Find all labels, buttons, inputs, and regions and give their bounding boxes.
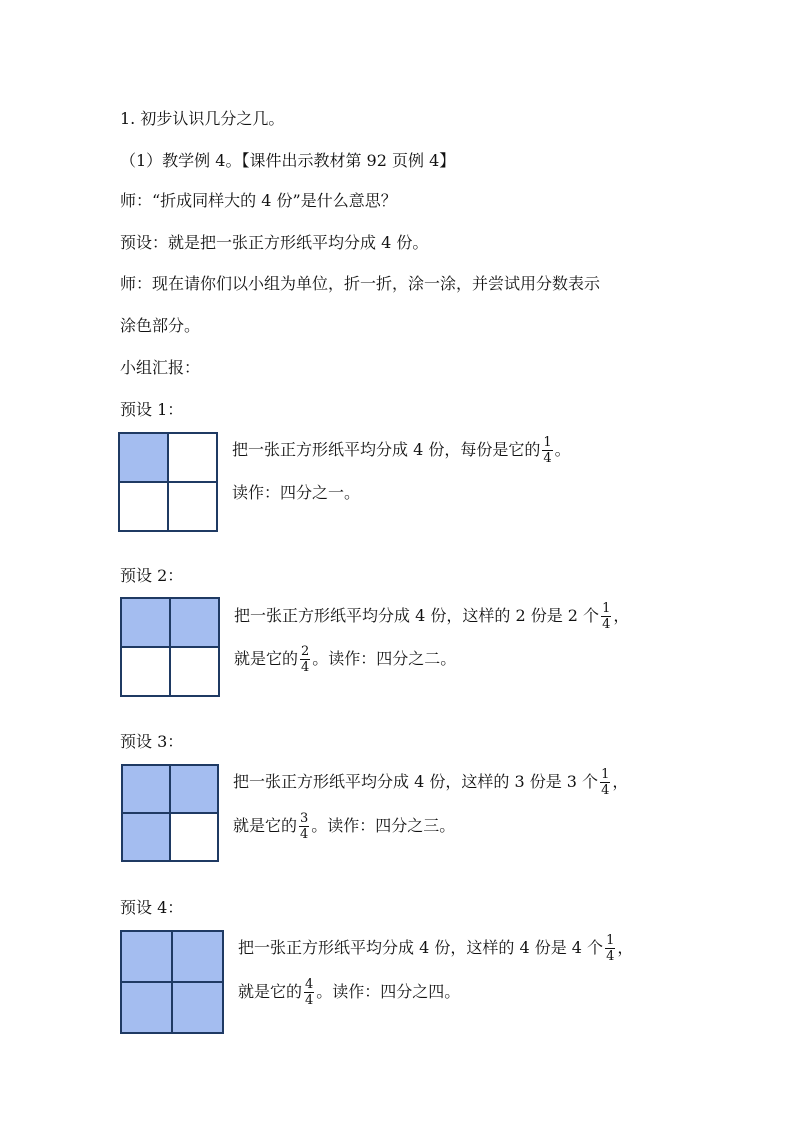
teacher-question-1: 师：“折成同样大的 4 份”是什么意思？ [120,191,397,210]
square-cell [119,482,168,531]
section-heading: 1. 初步认识几分之几。 [120,109,285,128]
fraction-numerator: 2 [301,644,310,659]
fraction-denominator: 4 [606,949,615,964]
fraction-numerator: 1 [601,767,610,782]
fraction-denominator: 4 [300,827,309,842]
teacher-question-2: 师：现在请你们以小组为单位，折一折，涂一涂，并尝试用分数表示 [120,274,601,293]
fraction-denominator: 4 [602,617,611,632]
square-cell [168,433,217,482]
square-cell [172,931,223,982]
fraction-numerator: 1 [606,933,615,948]
group-report-label: 小组汇报： [120,358,201,377]
preset-3-square [121,764,219,862]
square-cell [122,765,170,813]
preset-4-label: 预设 4： [120,898,184,917]
square-cell [119,433,168,482]
fraction-denominator: 4 [305,993,314,1008]
preset-2-text-2: 就是它的 [234,649,299,668]
square-cell [122,813,170,861]
square-cell [172,982,223,1033]
preset-4-square [120,930,224,1034]
preset-3-text: 把一张正方形纸平均分成 4 份，这样的 3 份是 3 个 [233,772,599,791]
fraction [304,978,314,1007]
fraction [299,812,309,841]
preset-4-text-2: 就是它的 [238,982,303,1001]
preset-1-reading: 读作：四分之一。 [232,483,361,502]
preset-2-line-2 [234,645,456,674]
preset-3-line-2 [233,812,455,841]
preset-4-line-2 [238,978,460,1007]
fraction-numerator: 4 [305,977,314,992]
preset-2-line-1 [234,602,629,631]
fraction [601,602,611,631]
fraction-numerator: 1 [543,435,552,450]
square-cell [121,931,172,982]
preset-3-text-2: 就是它的 [233,816,298,835]
preset-2-label: 预设 2： [120,566,184,585]
fraction-numerator: 3 [300,811,309,826]
preset-3-reading: 。读作：四分之三。 [311,816,456,835]
preset-3-label: 预设 3： [120,732,184,751]
preset-2-text: 把一张正方形纸平均分成 4 份，这样的 2 份是 2 个 [234,606,600,625]
preset-4-line-1 [238,934,633,963]
square-cell [168,482,217,531]
punctuation: ， [612,772,629,791]
fraction-denominator: 4 [543,451,552,466]
square-cell [121,982,172,1033]
fraction [600,768,610,797]
teacher-question-2-cont: 涂色部分。 [120,316,201,335]
preset-1-text: 把一张正方形纸平均分成 4 份，每份是它的 [232,440,541,459]
square-cell [170,647,219,696]
square-cell [170,598,219,647]
subsection-title: （1）教学例 4。【课件出示教材第 92 页例 4】 [120,151,456,170]
punctuation: ， [613,606,630,625]
square-cell [121,647,170,696]
fraction [605,934,615,963]
preset-1-square [118,432,218,532]
preset-4-text: 把一张正方形纸平均分成 4 份，这样的 4 份是 4 个 [238,938,604,957]
fraction-denominator: 4 [301,660,310,675]
expected-answer-1: 预设：就是把一张正方形纸平均分成 4 份。 [120,233,429,252]
square-cell [121,598,170,647]
fraction [300,645,310,674]
square-cell [170,765,218,813]
square-cell [170,813,218,861]
fraction [542,436,552,465]
fraction-denominator: 4 [601,783,610,798]
preset-4-reading: 。读作：四分之四。 [316,982,461,1001]
punctuation: 。 [554,440,571,459]
preset-1-line-1 [232,436,571,465]
fraction-numerator: 1 [602,601,611,616]
punctuation: ， [617,938,634,957]
preset-2-reading: 。读作：四分之二。 [312,649,457,668]
preset-1-label: 预设 1： [120,400,184,419]
preset-2-square [120,597,220,697]
preset-3-line-1 [233,768,628,797]
